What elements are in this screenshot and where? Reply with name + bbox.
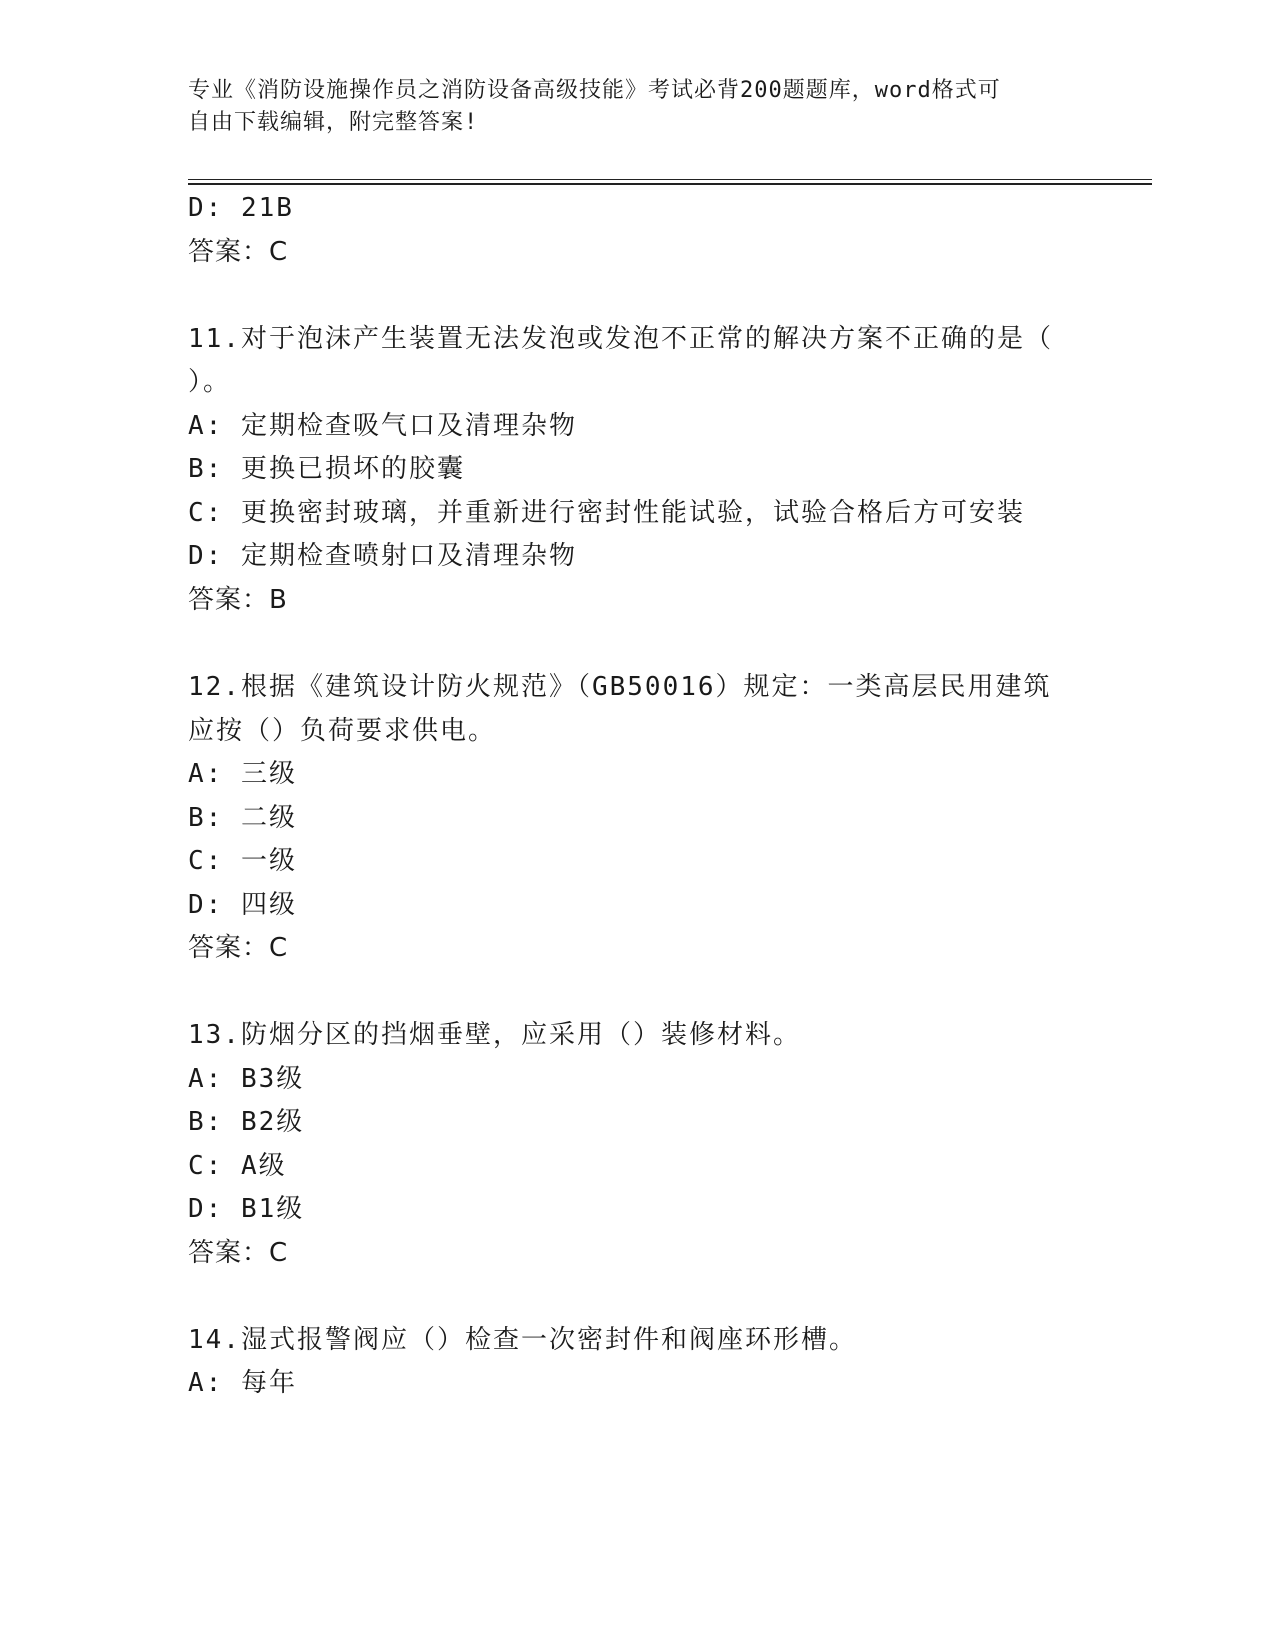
question-12-stem-cont: 应按（）负荷要求供电。 — [188, 716, 497, 746]
question-12-option-d: D: 四级 — [188, 890, 297, 920]
question-12-option-b: B: 二级 — [188, 803, 297, 833]
question-12-option-a: A: 三级 — [188, 759, 297, 789]
question-12-stem: 12.根据《建筑设计防火规范》（GB50016）规定：一类高层民用建筑 — [188, 672, 1052, 702]
question-13-option-a: A: B3级 — [188, 1064, 305, 1094]
question-12-option-c: C: 一级 — [188, 846, 297, 876]
header-line-2: 自由下载编辑，附完整答案! — [188, 110, 479, 135]
question-13-answer: 答案：C — [188, 1238, 289, 1268]
header-divider-thick — [188, 183, 1152, 185]
question-14-option-a: A: 每年 — [188, 1368, 297, 1398]
question-11-option-b: B: 更换已损坏的胶囊 — [188, 454, 465, 484]
header-line-1: 专业《消防设施操作员之消防设备高级技能》考试必背200题题库，word格式可 — [188, 78, 1001, 103]
document-header — [188, 75, 1068, 139]
option-d: D: 21B — [188, 193, 294, 223]
question-12-answer: 答案：C — [188, 933, 289, 963]
question-13-option-b: B: B2级 — [188, 1107, 305, 1137]
question-11-option-d: D: 定期检查喷射口及清理杂物 — [188, 541, 577, 571]
question-11-answer: 答案：B — [188, 585, 288, 615]
question-11-stem: 11.对于泡沫产生装置无法发泡或发泡不正常的解决方案不正确的是（ — [188, 324, 1053, 354]
question-13-option-c: C: A级 — [188, 1151, 287, 1181]
question-13-option-d: D: B1级 — [188, 1194, 305, 1224]
question-11-option-a: A: 定期检查吸气口及清理杂物 — [188, 411, 577, 441]
question-11-option-c: C: 更换密封玻璃，并重新进行密封性能试验，试验合格后方可安装 — [188, 498, 1025, 528]
question-14-stem: 14.湿式报警阀应（）检查一次密封件和阀座环形槽。 — [188, 1325, 857, 1355]
header-divider-thin — [188, 179, 1152, 180]
question-11-stem-cont: ）。 — [188, 367, 232, 397]
question-13-stem: 13.防烟分区的挡烟垂壁，应采用（）装修材料。 — [188, 1020, 801, 1050]
answer-line: 答案：C — [188, 237, 289, 267]
